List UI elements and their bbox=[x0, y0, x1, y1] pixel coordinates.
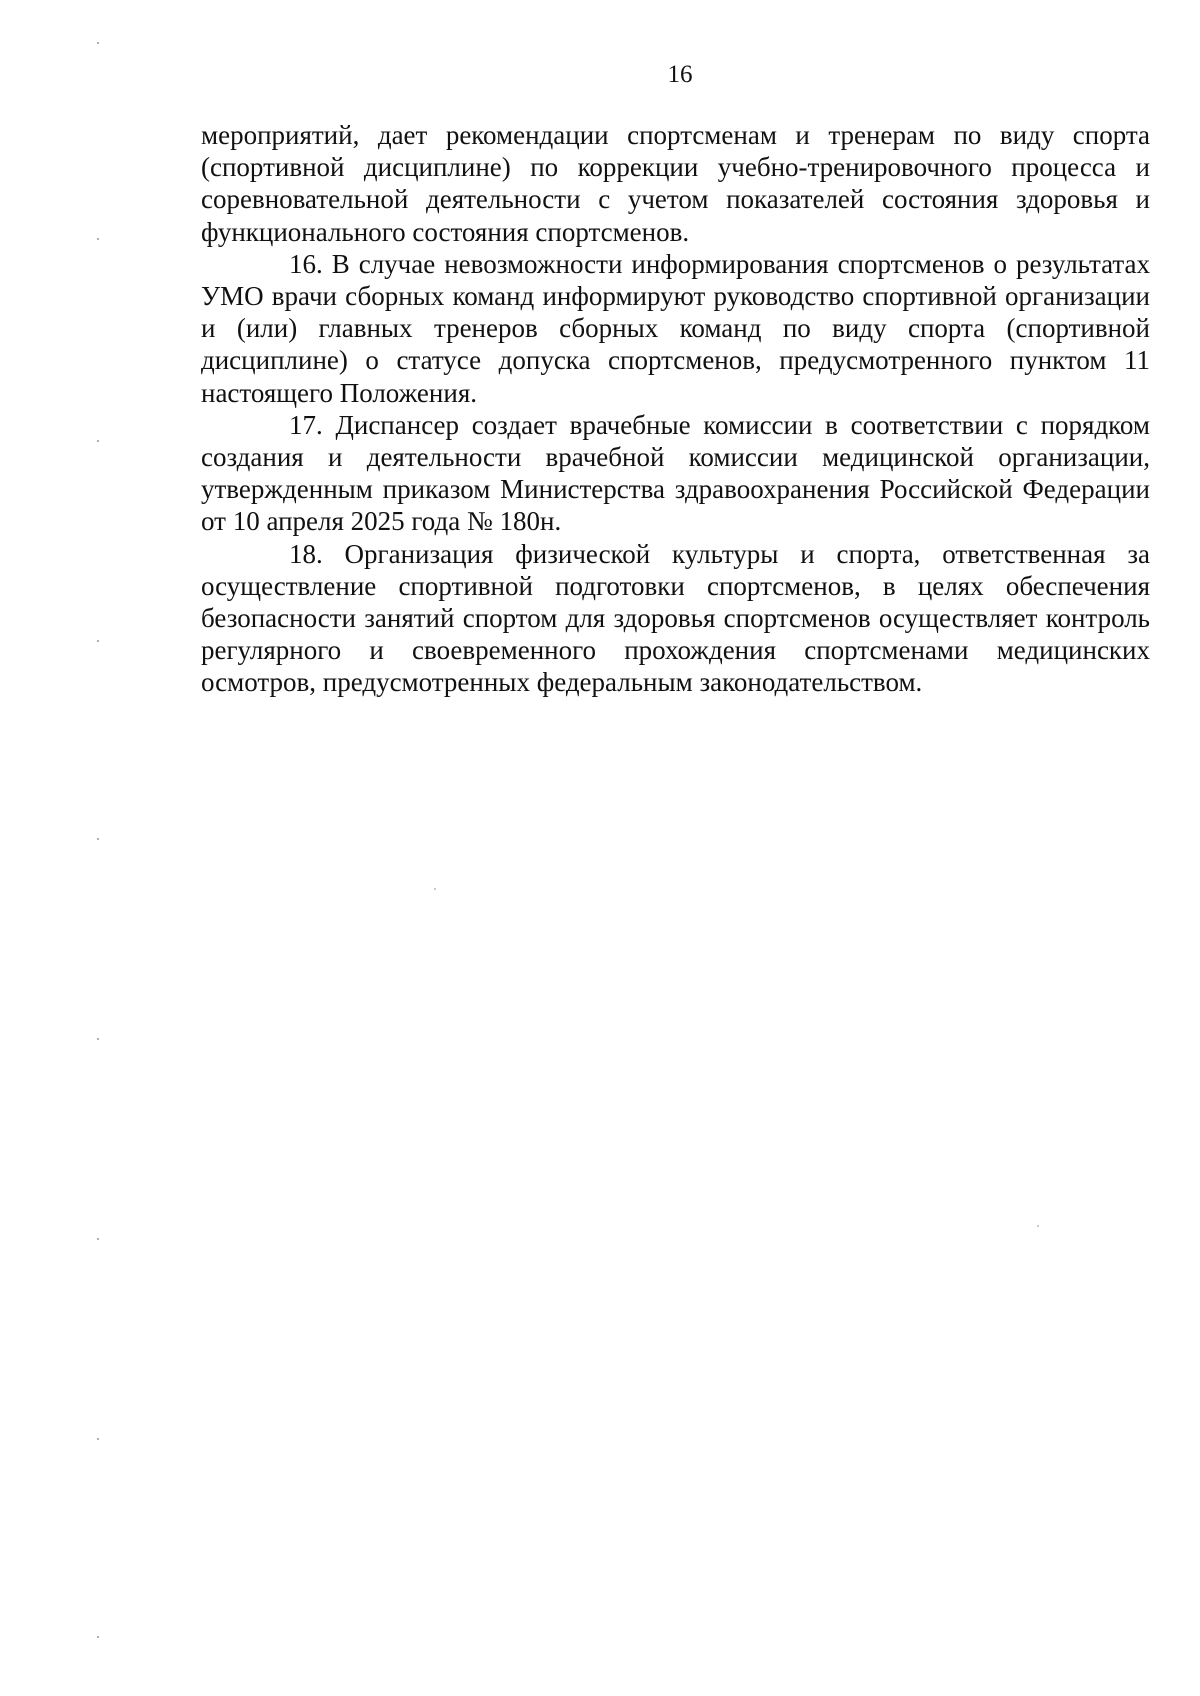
scan-speck bbox=[1037, 1225, 1039, 1227]
body-text bbox=[201, 119, 1150, 699]
scan-speck bbox=[434, 888, 436, 890]
paragraph-item-16: 16. В случае невозможности информирования спортсменов о результатах УМО врачи сборных команд информируют руководство спортивной организации и (или) главных тренеров сборных команд по виду спорта (спортивной дисциплине) о статусе допуска спортсменов, предусмотренного пунктом 11 настоящего Положения. bbox=[201, 248, 1150, 408]
scan-mark bbox=[97, 640, 99, 642]
scan-mark bbox=[97, 238, 99, 240]
paragraph-item-18: 18. Организация физической культуры и спорта, ответственная за осуществление спортивной подготовки спортсменов, в целях обеспечения безопасности занятий спортом для здоровья спортсменов осуществляет контроль регулярного и своевременного прохождения спортсменами медицинских осмотров, предусмотренных федеральным законодательством. bbox=[201, 538, 1150, 698]
page-number: 16 bbox=[667, 61, 693, 88]
scan-mark bbox=[97, 440, 99, 442]
scan-mark bbox=[97, 1238, 99, 1240]
scan-mark bbox=[97, 1438, 99, 1440]
paragraph-continuation: мероприятий, дает рекомендации спортсменам и тренерам по виду спорта (спортивной дисциплине) по коррекции учебно-тренировочного процесса и соревновательной деятельности с учетом показателей состояния здоровья и функционального состояния спортсменов. bbox=[201, 120, 1150, 247]
paragraph-item-17: 17. Диспансер создает врачебные комиссии в соответствии с порядком создания и деятельности врачебной комиссии медицинской организации, утвержденным приказом Министерства здравоохранения Российской Федерации от 10 апреля 2025 года № 180н. bbox=[201, 409, 1150, 537]
scan-mark bbox=[97, 838, 99, 840]
scan-mark bbox=[97, 1038, 99, 1040]
scan-mark bbox=[97, 42, 99, 44]
scan-mark bbox=[97, 1636, 99, 1638]
